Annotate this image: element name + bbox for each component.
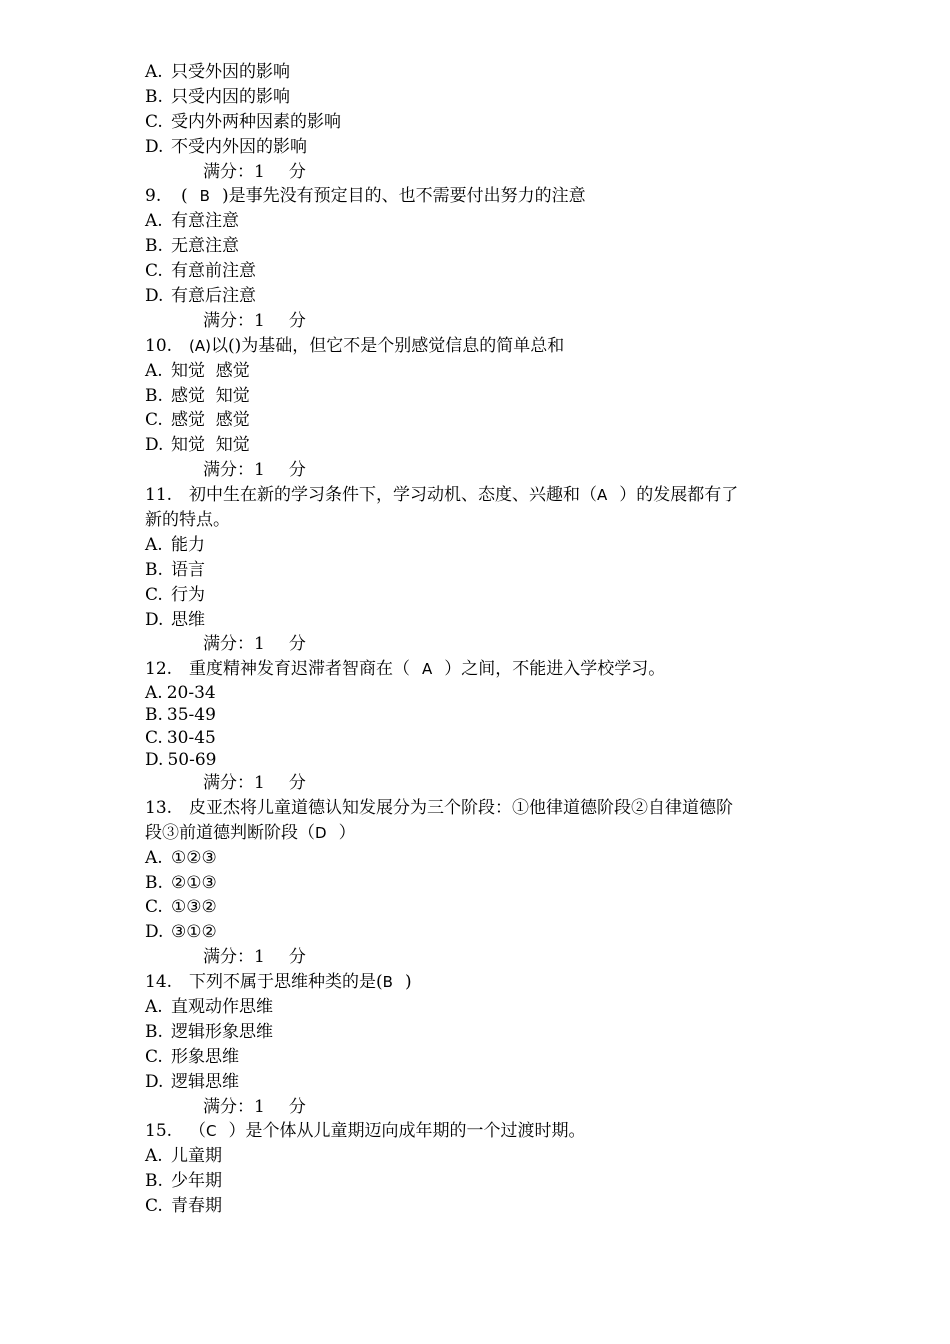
option-b: B. 语言 [145, 559, 205, 580]
answer-letter: A [422, 660, 433, 679]
question-12 [145, 657, 825, 796]
option-b: B. 少年期 [145, 1171, 222, 1192]
question-stem: 9. ( B )是事先没有预定目的、也不需要付出努力的注意 [145, 186, 586, 207]
option-c: C. 青春期 [145, 1196, 222, 1217]
option-b: B. 35-49 [145, 705, 216, 726]
option-c: C. 30-45 [145, 727, 216, 748]
score-line: 满分：1 分 [203, 634, 306, 655]
question-stem-continued: 段③前道德判断阶段（D ） [145, 822, 356, 843]
option-a: A. 只受外因的影响 [145, 62, 290, 82]
score-line: 满分：1 分 [203, 161, 306, 182]
answer-letter: C [206, 1122, 217, 1141]
option-c: C. 感觉 感觉 [145, 410, 250, 431]
score-line: 满分：1 分 [203, 1096, 306, 1117]
option-a: A. 直观动作思维 [145, 997, 273, 1018]
score-line: 满分：1 分 [203, 310, 306, 331]
option-d: D. 知觉 知觉 [145, 435, 250, 456]
option-b: B. ②①③ [145, 872, 217, 893]
option-c: C. 形象思维 [145, 1046, 239, 1067]
question-10 [145, 334, 825, 483]
score-line: 满分：1 分 [203, 773, 306, 794]
option-a: A. ①②③ [145, 847, 217, 868]
option-a: A. 知觉 感觉 [145, 360, 250, 381]
option-c: C. 行为 [145, 584, 205, 605]
question-9 [145, 184, 825, 333]
option-d: D. 逻辑思维 [145, 1071, 239, 1092]
option-d: D. 不受内外因的影响 [145, 136, 307, 157]
option-c: C. ①③② [145, 897, 217, 918]
option-b: B. 感觉 知觉 [145, 385, 250, 406]
answer-letter: B [382, 973, 393, 992]
answer-letter: D [315, 823, 327, 842]
question-stem-continued: 新的特点。 [145, 510, 230, 531]
answer-letter: A [597, 486, 608, 505]
option-a: A. 儿童期 [145, 1146, 222, 1167]
exam-content [145, 60, 825, 1219]
option-b: B. 只受内因的影响 [145, 86, 290, 107]
question-13 [145, 796, 825, 970]
option-b: B. 逻辑形象思维 [145, 1021, 273, 1042]
question-11 [145, 483, 825, 657]
option-b: B. 无意注意 [145, 236, 239, 257]
option-d: D. 50-69 [145, 749, 217, 770]
question-stem: 12. 重度精神发育迟滞者智商在（ A ）之间，不能进入学校学习。 [145, 659, 666, 680]
option-d: D. 有意后注意 [145, 286, 256, 307]
option-a: A. 有意注意 [145, 211, 239, 232]
score-line: 满分：1 分 [203, 460, 306, 481]
question-14 [145, 970, 825, 1119]
question-stem: 15. （C ）是个体从儿童期迈向成年期的一个过渡时期。 [145, 1121, 586, 1142]
option-d: D. ③①② [145, 922, 217, 943]
question-15 [145, 1119, 825, 1219]
score-line: 满分：1 分 [203, 947, 306, 968]
question-stem: 11. 初中生在新的学习条件下，学习动机、态度、兴趣和（A ）的发展都有了 [145, 485, 739, 506]
question-stem: 14. 下列不属于思维种类的是(B ) [145, 972, 412, 993]
option-d: D. 思维 [145, 609, 205, 630]
option-c: C. 受内外两种因素的影响 [145, 111, 341, 132]
option-a: A. 20-34 [145, 683, 216, 704]
answer-letter: B [199, 187, 210, 206]
answer-letter: (A) [189, 336, 211, 355]
question-8 [145, 60, 825, 184]
question-stem: 13. 皮亚杰将儿童道德认知发展分为三个阶段：①他律道德阶段②自律道德阶 [145, 797, 733, 818]
question-stem: 10. (A)以()为基础，但它不是个别感觉信息的简单总和 [145, 335, 565, 356]
option-a: A. 能力 [145, 534, 205, 555]
option-c: C. 有意前注意 [145, 261, 256, 282]
